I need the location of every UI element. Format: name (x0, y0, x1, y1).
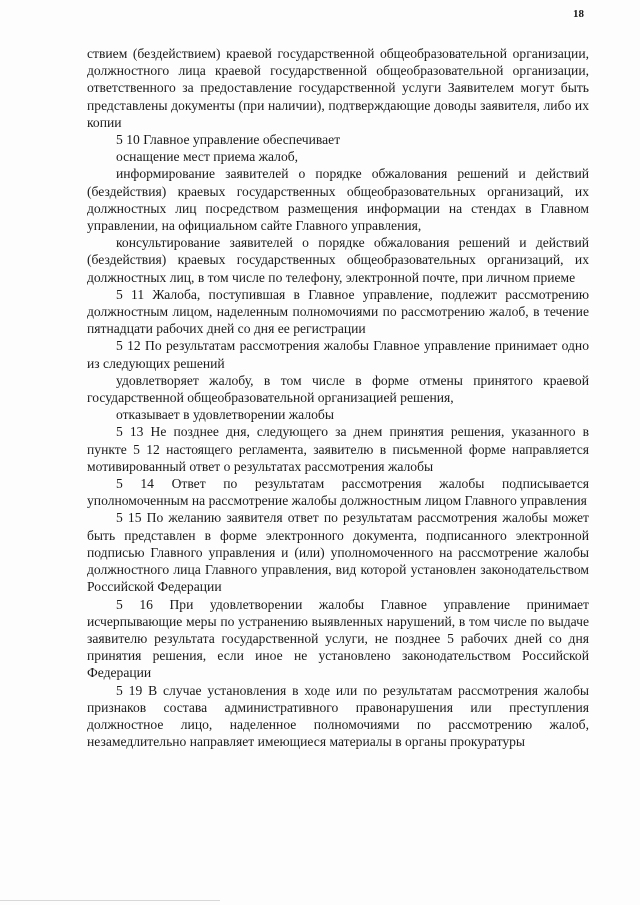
paragraph: удовлетворяет жалобу, в том числе в форме отмены принятого краевой государственной общеобразовательной организацией решения, (87, 372, 589, 406)
paragraph: 5 13 Не позднее дня, следующего за днем принятия решения, указанного в пункте 5 12 настоящего регламента, заявителю в письменной форме направляется мотивированный ответ о результатах рассмотрения жалобы (87, 424, 589, 474)
paragraph: ствием (бездействием) краевой государственной общеобразовательной организации, должностного лица краевой государственной общеобразовательной организации, ответственного за предоставление государственной услуги Заявителем могут быть представлены документы (при наличии), подтверждающие доводы заявителя, либо их копии (87, 46, 589, 130)
paragraph: 5 16 При удовлетворении жалобы Главное управление принимает исчерпывающие меры по устранению выявленных нарушений, в том числе по выдаче заявителю результата государственной услуги, не позднее 5 рабочих дней со дня принятия решения, если иное не установлено законодательством Российской Федерации (87, 596, 589, 681)
paragraph: 5 11 Жалоба, поступившая в Главное управление, подлежит рассмотрению должностным лицом, наделенным полномочиями по рассмотрению жалоб, в течение пятнадцати рабочих дней со дня ее регистрации (87, 286, 589, 337)
document-body (87, 45, 589, 750)
paragraph: 5 19 В случае установления в ходе или по результатам рассмотрения жалобы признаков состава административного правонарушения или преступления должностное лицо, наделенное полномочиями по рассмотрению жалоб, незамедлительно направляет имеющиеся материалы в органы прокуратуры (87, 682, 589, 750)
paragraph: оснащение мест приема жалоб, (116, 149, 299, 165)
paragraph: 5 14 Ответ по результатам рассмотрения жалобы подписывается уполномоченным на рассмотрение жалобы должностным лицом Главного управления (87, 476, 589, 509)
paragraph: консультирование заявителей о порядке обжалования решений и действий (бездействия) краевых государственных общеобразовательных организаций, их должностных лиц, в том числе по телефону, электронной почте, при личном приеме (87, 235, 589, 285)
footer-divider (0, 900, 220, 901)
page-number: 18 (573, 8, 584, 20)
paragraph: 5 12 По результатам рассмотрения жалобы Главное управление принимает одно из следующих решений (87, 338, 589, 371)
paragraph: 5 10 Главное управление обеспечивает (116, 132, 341, 148)
paragraph: отказывает в удовлетворении жалобы (116, 407, 334, 423)
paragraph: информирование заявителей о порядке обжалования решений и действий (бездействия) краевых государственных общеобразовательных организаций, их должностных лиц посредством размещения информации на стендах в Главном управлении, на официальном сайте Главного управления, (87, 166, 589, 234)
paragraph: 5 15 По желанию заявителя ответ по результатам рассмотрения жалобы может быть представлен в форме электронного документа, подписанного электронной подписью Главного управления и (или) уполномоченного на рассмотрение жалобы должностного лица Главного управления, вид которой установлен законодательством Российской Федерации (87, 510, 589, 595)
